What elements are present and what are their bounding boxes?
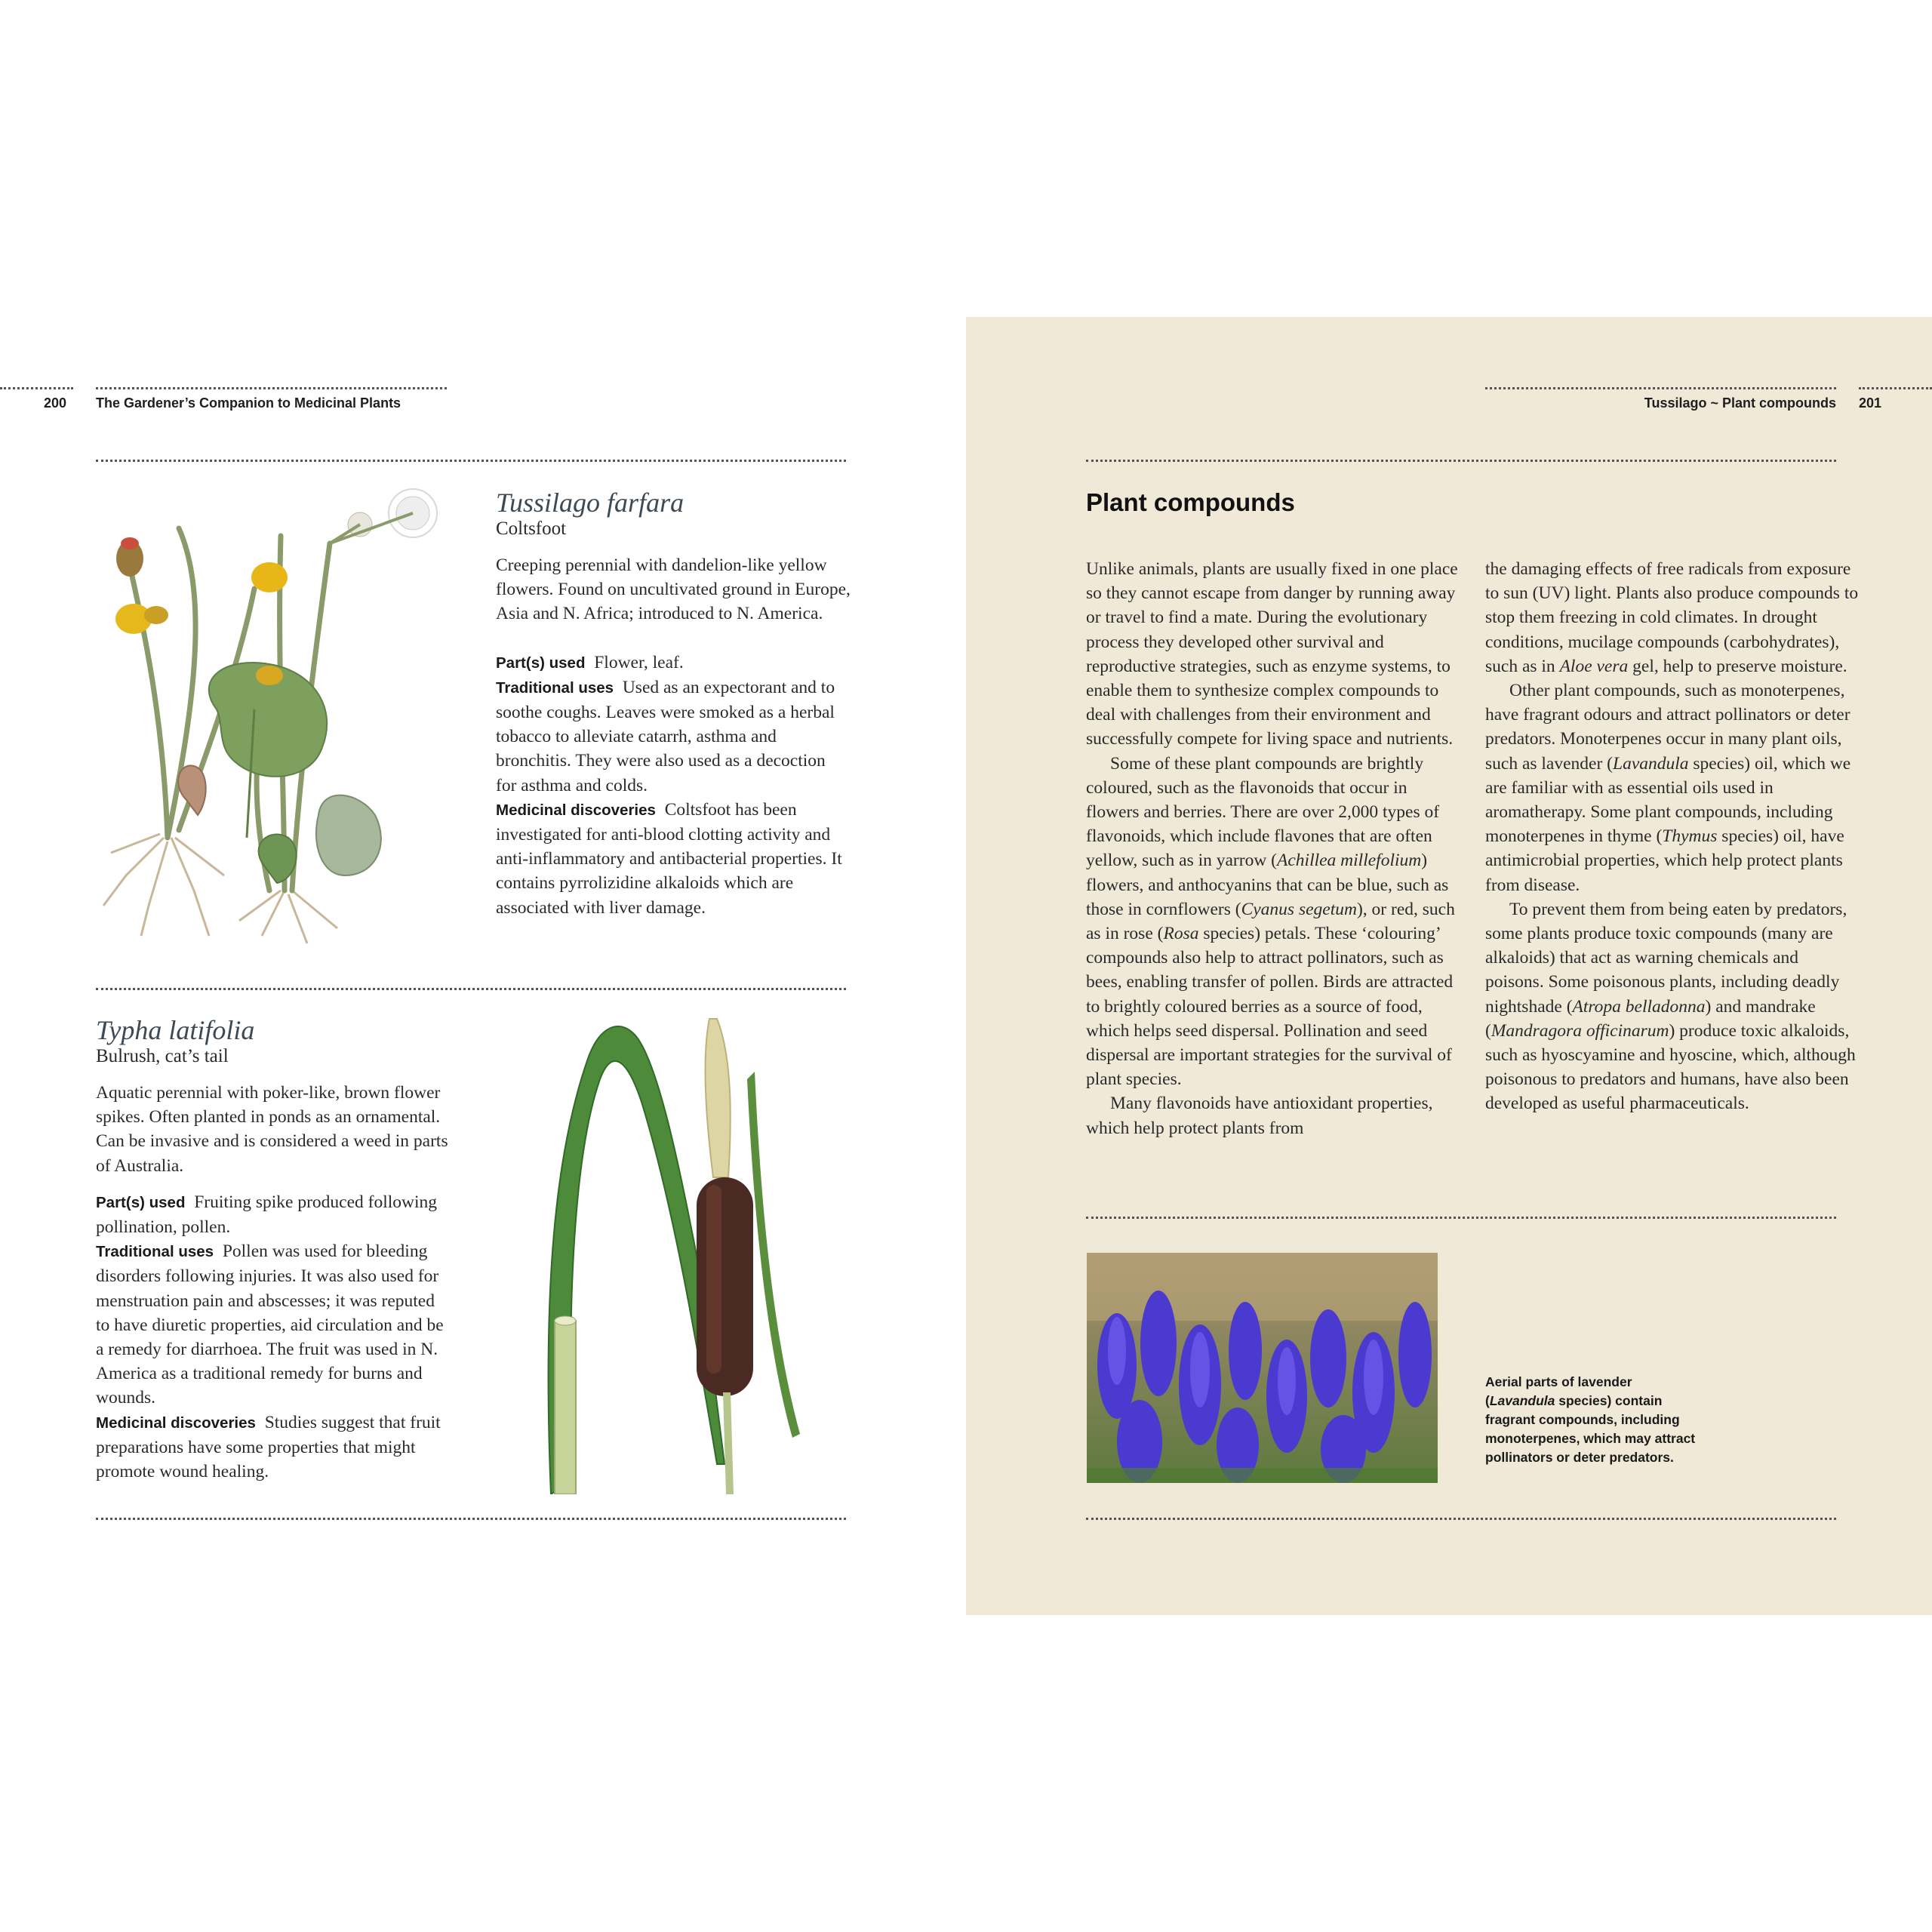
section-heading: Plant compounds [1086, 488, 1295, 516]
header-rule-right [1485, 387, 1836, 389]
entry2-common-name: Bulrush, cat’s tail [96, 1046, 229, 1066]
bulrush-illustration [528, 1011, 823, 1494]
lavender-photo [1087, 1253, 1438, 1483]
photo-rule-top [1086, 1217, 1836, 1219]
traditional-uses-label: Traditional uses [496, 678, 614, 697]
running-head-right: Tussilago ~ Plant compounds [1644, 395, 1836, 411]
right-section-rule [1086, 460, 1836, 462]
col2-paragraph-1: the damaging effects of free radicals from exposure to sun (UV) light. Plants also produce compounds to stop them freezing in cold climates. In drought conditions, mucilage compounds (carbohydrates), such as in Aloe vera gel, help to preserve moisture. [1485, 559, 1859, 676]
header-rule-left [96, 387, 447, 389]
entry2-parts-used: Part(s) used Fruiting spike produced following pollination, pollen. [96, 1192, 438, 1238]
col2-paragraph-3: To prevent them from being eaten by predators, some plants produce toxic compounds (many are alkaloids) that act as warning chemicals and poisons. Some poisonous plants, including deadly nightshade (Atropa belladonna) and mandrake (Mandragora officinarum) produce toxic alkaloids, such as hyoscyamine and hyoscine, which, although poisonous to predators and humans, have also been developed as useful pharmaceuticals. [1485, 899, 1856, 1114]
entry1-scientific-name: Tussilago farfara [496, 488, 685, 518]
section-rule [96, 460, 846, 462]
col2-paragraph-2: Other plant compounds, such as monoterpenes, have fragrant odours and attract pollinators or deter predators. Monoterpenes occur in many plant oils, such as lavender (Lavandula species) oil, which we are familiar with as essential oils used in aromatherapy. Some plant compounds, including monoterpenes in thyme (Thymus species) oil, have antimicrobial properties, which help protect plants from disease. [1485, 681, 1851, 895]
entry1-description: Creeping perennial with dandelion-like yellow flowers. Found on uncultivated ground in Europe, Asia and N. Africa; introduced to N. America. [496, 555, 851, 624]
page-number-left: 200 [44, 395, 67, 411]
entry1-medicinal-discoveries: Medicinal discoveries Coltsfoot has been investigated for anti-blood clotting activity and anti-inflammatory and antibacterial properties. It contains pyrrolizidine alkaloids which are associated with liver damage. [496, 799, 842, 918]
medicinal-discoveries-label: Medicinal discoveries [496, 801, 656, 819]
entry1-traditional-uses: Traditional uses Used as an expectorant and to soothe coughs. Leaves were smoked as a herbal tobacco to alleviate catarrh, asthma and bronchitis. They were also used as a decoction for asthma and colds. [496, 677, 835, 795]
entry2-scientific-name: Typha latifolia [96, 1015, 255, 1045]
text-column-2 [1485, 557, 1859, 1116]
photo-caption: Aerial parts of lavender (Lavandula species) contain fragrant compounds, including monoterpenes, which may attract pollinators or deter predators. [1485, 1374, 1696, 1465]
entry-divider [96, 988, 846, 990]
col1-paragraph-2: Some of these plant compounds are brightly coloured, such as the flavonoids that occur in flowers and berries. There are over 2,000 types of flavonoids, which include flavones that are often yellow, such as in yarrow (Achillea millefolium) flowers, and anthocyanins that can be blue, such as those in cornflowers (Cyanus segetum), or red, such as in rose (Rosa species) petals. These ‘colouring’ compounds also help to attract pollinators, such as bees, enabling transfer of pollen. Birds are attracted to brightly coloured berries as a source of food, which helps seed dispersal. Pollination and seed dispersal are important strategies for the survival of plant species. [1086, 753, 1455, 1090]
coltsfoot-illustration [96, 483, 443, 951]
entry2-description: Aquatic perennial with poker-like, brown flower spikes. Often planted in ponds as an ornamental. Can be invasive and is considered a weed in parts of Australia. [96, 1083, 448, 1176]
bottom-rule-right [1086, 1518, 1836, 1520]
running-head-left: The Gardener’s Companion to Medicinal Plants [96, 395, 401, 411]
parts-used-label: Part(s) used [496, 654, 586, 672]
col1-paragraph-1: Unlike animals, plants are usually fixed in one place so they cannot escape from danger by running away or travel to find a mate. During the evolutionary process they developed other survival and reproductive strategies, such as enzyme systems, to enable them to synthesize complex compounds to deal with challenges from their environment and successfully compete for living space and nutrients. [1086, 559, 1458, 749]
page-number-right: 201 [1859, 395, 1882, 411]
text-column-1 [1086, 557, 1460, 1140]
header-rule-right-short [1859, 387, 1932, 389]
col1-paragraph-3: Many flavonoids have antioxidant properties, which help protect plants from [1086, 1094, 1433, 1138]
entry2-traditional-uses: Traditional uses Pollen was used for bleeding disorders following injuries. It was also used for menstruation pain and abscesses; it was reputed to have diuretic properties, aid circulation and be a remedy for diarrhoea. The fruit was used in N. America as a traditional remedy for burns and wounds. [96, 1241, 444, 1408]
bottom-rule-left [96, 1518, 846, 1520]
header-rule-left-short [0, 387, 73, 389]
entry1-parts-used: Part(s) used Flower, leaf. [496, 652, 684, 672]
entry1-common-name: Coltsfoot [496, 518, 567, 539]
entry2-medicinal-discoveries: Medicinal discoveries Studies suggest that fruit preparations have some properties that might promote wound healing. [96, 1412, 441, 1482]
